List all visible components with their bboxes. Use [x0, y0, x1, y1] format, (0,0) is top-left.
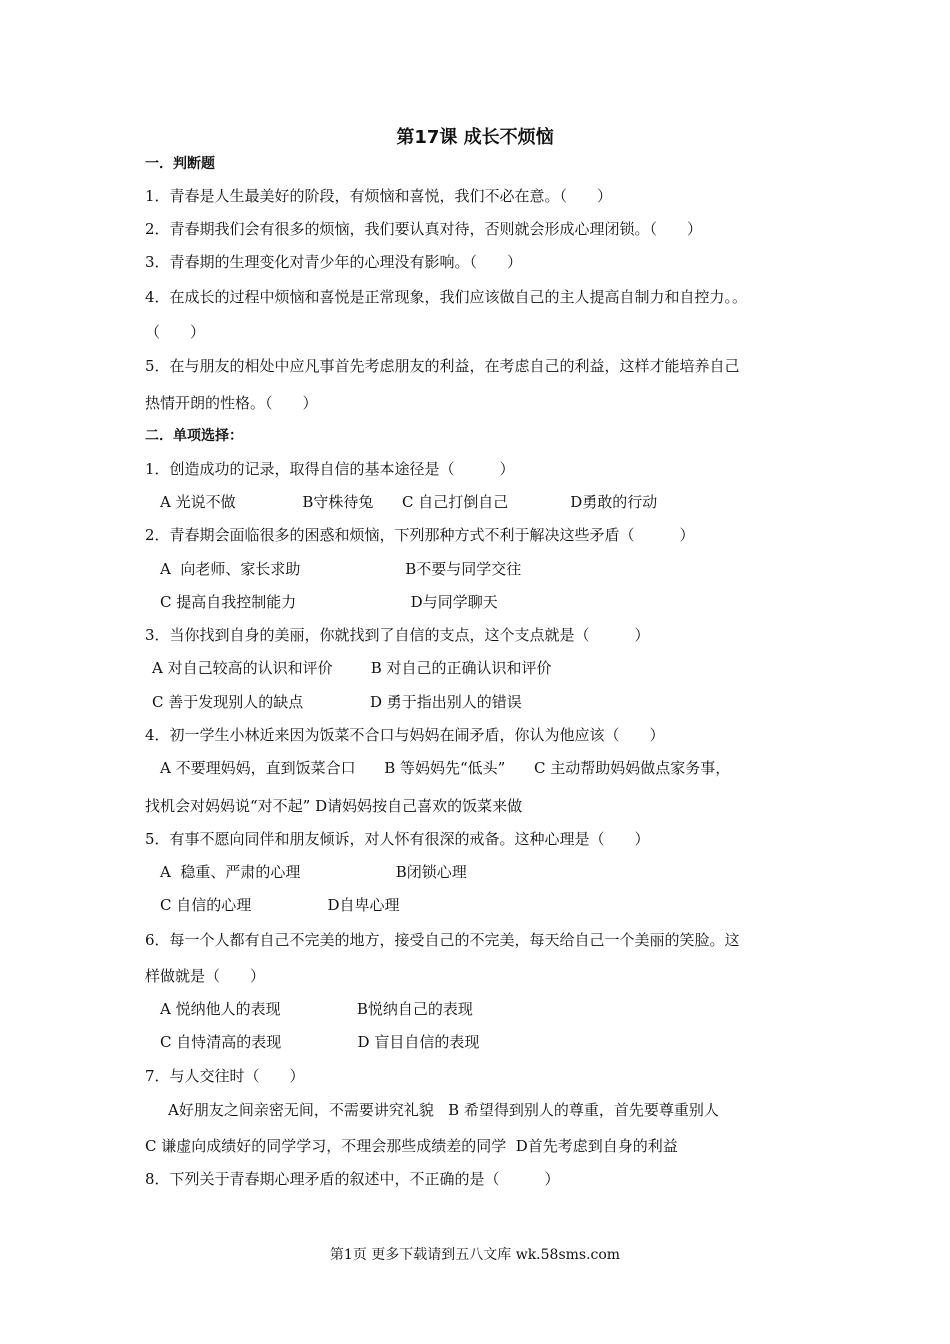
tf-question-5-line-1: 5．在与朋友的相处中应凡事首先考虑朋友的利益，在考虑自己的利益，这样才能培养自己: [145, 357, 740, 375]
tf-question-4-line-1: 4．在成长的过程中烦恼和喜悦是正常现象，我们应该做自己的主人提高自制力和自控力。。: [145, 288, 748, 306]
page-footer: 第1页 更多下载请到五八文库 wk.58sms.com: [329, 1247, 621, 1263]
tf-question-3: 3．青春期的生理变化对青少年的心理没有影响。（ ）: [145, 253, 523, 271]
mc-question-7: 7．与人交往时（ ）: [145, 1067, 305, 1085]
mc-question-1-options: A 光说不做 B守株待兔 C 自己打倒自己 D勇敢的行动: [160, 493, 658, 511]
mc-question-6-options-line-2: C 自恃清高的表现 D 盲目自信的表现: [160, 1033, 480, 1051]
tf-question-1: 1．青春是人生最美好的阶段，有烦恼和喜悦，我们不必在意。（ ）: [145, 187, 613, 205]
tf-question-5-line-2: 热情开朗的性格。（ ）: [145, 394, 318, 412]
mc-question-3-options-line-1: A 对自己较高的认识和评价 B 对自己的正确认识和评价: [152, 659, 552, 677]
mc-question-8: 8．下列关于青春期心理矛盾的叙述中，不正确的是（ ）: [145, 1170, 560, 1188]
mc-question-7-options-line-2: C 谦虚向成绩好的同学学习，不理会那些成绩差的同学 D首先考虑到自身的利益: [145, 1137, 678, 1155]
mc-question-5-options-line-1: A 稳重、严肃的心理 B闭锁心理: [160, 863, 467, 881]
mc-question-5-options-line-2: C 自信的心理 D自卑心理: [160, 896, 400, 914]
mc-question-7-options-line-1: A好朋友之间亲密无间，不需要讲究礼貌 B 希望得到别人的尊重，首先要尊重别人: [168, 1101, 719, 1119]
mc-question-6-line-2: 样做就是（ ）: [145, 967, 266, 985]
mc-question-4-options-line-1: A 不要理妈妈，直到饭菜合口 B 等妈妈先“低头” C 主动帮助妈妈做点家务事，: [160, 759, 731, 777]
tf-question-4-line-2: （ ）: [145, 323, 206, 341]
mc-question-2-options-line-1: A 向老师、家长求助 B不要与同学交往: [160, 560, 522, 578]
page-title: 第17课 成长不烦恼: [396, 127, 554, 148]
mc-question-1: 1．创造成功的记录，取得自信的基本途径是（ ）: [145, 460, 515, 478]
mc-question-2-options-line-2: C 提高自我控制能力 D与同学聊天: [160, 593, 498, 611]
section-heading-true-false: 一．判断题: [145, 156, 215, 172]
mc-question-3: 3．当你找到自身的美丽，你就找到了自信的支点，这个支点就是（ ）: [145, 626, 650, 644]
mc-question-5: 5．有事不愿向同伴和朋友倾诉，对人怀有很深的戒备。这种心理是（ ）: [145, 830, 650, 848]
mc-question-6-options-line-1: A 悦纳他人的表现 B悦纳自己的表现: [160, 1000, 473, 1018]
tf-question-2: 2．青春期我们会有很多的烦恼，我们要认真对待，否则就会形成心理闭锁。（ ）: [145, 220, 703, 238]
mc-question-4: 4．初一学生小林近来因为饭菜不合口与妈妈在闹矛盾，你认为他应该（ ）: [145, 726, 665, 744]
mc-question-2: 2．青春期会面临很多的困惑和烦恼，下列那种方式不利于解决这些矛盾（ ）: [145, 526, 695, 544]
mc-question-3-options-line-2: C 善于发现别人的缺点 D 勇于指出别人的错误: [152, 693, 522, 711]
mc-question-6-line-1: 6．每一个人都有自己不完美的地方，接受自己的不完美，每天给自己一个美丽的笑脸。这: [145, 931, 740, 949]
section-heading-single-choice: 二．单项选择：: [145, 428, 243, 444]
mc-question-4-options-line-2: 找机会对妈妈说“对不起” D请妈妈按自己喜欢的饭菜来做: [145, 797, 523, 815]
